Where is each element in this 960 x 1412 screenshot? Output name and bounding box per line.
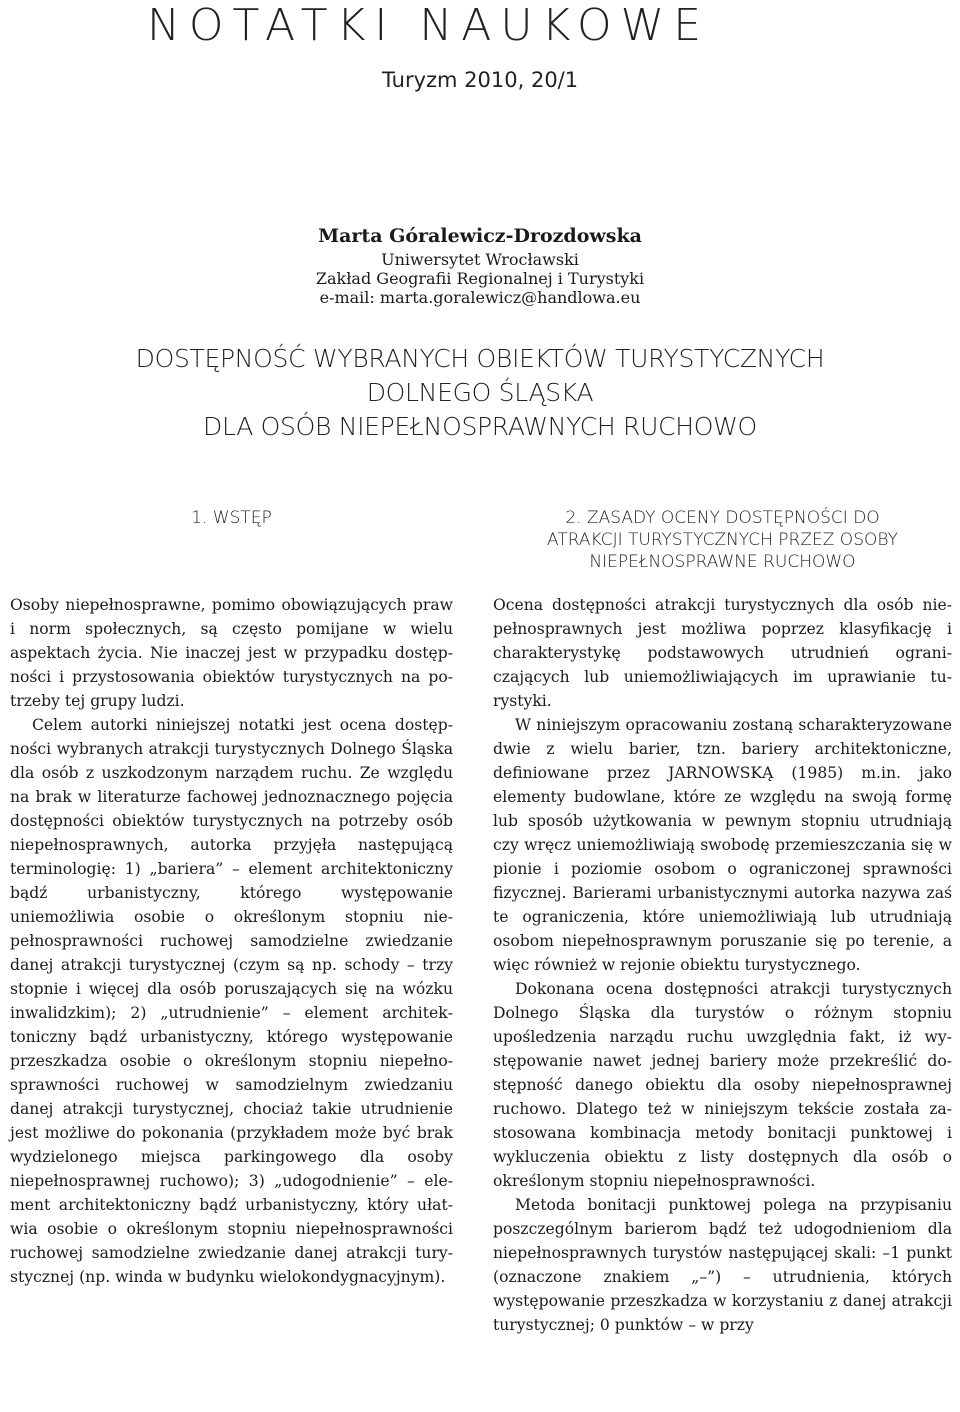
section-heading-line-1: 2. ZASADY OCENY DOSTĘPNOŚCI DO	[565, 508, 880, 528]
section-title: NOTATKI NAUKOWE	[147, 0, 710, 51]
section-heading-introduction: 1. WSTĘP	[191, 508, 272, 528]
left-column	[10, 507, 453, 1289]
body-paragraph: Celem autorki niniejszej notatki jest ocena dostępności wybranych atrakcji turystycznych Dolnego Śląska dla osób z uszkodzonym narządem ruchu. Ze względu na brak w literaturze fachowej jednoznacznego pojęcia dostępności obiektów turystycznych na potrzeby osób niepełnosprawnych, autorka przyjęła następującą terminologię: 1) „bariera” – element architektoniczny bądź urbanistyczny, którego występowanie uniemożliwia osobie o określonym stopniu niepełnosprawności ruchowej samodzielne zwiedzanie danej atrakcji turystycznej (czym są np. schody – trzy stopnie i więcej dla osób poruszających się na wózku inwalidzkim); 2) „utrudnienie” – element architektoniczny bądź urbanistyczny, którego występowanie przeszkadza osobie o określonym stopniu niepełnosprawności ruchowej w samodzielnym zwiedzaniu danej atrakcji turystycznej, chociaż takie utrudnienie jest możliwe do pokonania (przykładem może być brak wydzielonego miejsca parkingowego dla osoby niepełnosprawnej ruchowo); 3) „udogodnienie” – element architektoniczny bądź urbanistyczny, który ułatwia osobie o określonym stopniu niepełnosprawności ruchowej samodzielne zwiedzanie danej atrakcji turystycznej (np. winda w budynku wielokondygnacyjnym).	[10, 716, 453, 1286]
section-heading-line-3: NIEPEŁNOSPRAWNE RUCHOWO	[589, 552, 856, 572]
author-department: Zakład Geografii Regionalnej i Turystyki	[315, 269, 645, 288]
section-heading-methods	[493, 507, 952, 593]
article-title-line-1: DOSTĘPNOŚĆ WYBRANYCH OBIEKTÓW TURYSTYCZNYCH	[135, 344, 825, 373]
article-title	[0, 342, 960, 444]
author-name: Marta Góralewicz-Drozdowska	[318, 225, 642, 247]
body-paragraph: Metoda bonitacji punktowej polega na przypisaniu poszczególnym barierom bądź też udogodnieniom dla niepełnosprawnych turystów następującej skali: –1 punkt (oznaczone znakiem „–”) – utrudnienia, których występowanie przeszkadza w korzystaniu z danej atrakcji turystycznej; 0 punktów – w przy	[493, 1196, 952, 1334]
author-university: Uniwersytet Wrocławski	[381, 250, 579, 269]
section-heading-line-2: ATRAKCJI TURYSTYCZNYCH PRZEZ OSOBY	[547, 530, 898, 550]
body-paragraph: W niniejszym opracowaniu zostaną scharakteryzowane dwie z wielu barier, tzn. bariery architektoniczne, definiowane przez JARNOWSKĄ (1985) m.in. jako elementy budowlane, które ze względu na swoją formę lub sposób użytkowania w pewnym stopniu utrudniają czy wręcz uniemożliwiają swobodę przemieszczania się w pionie i poziomie osobom o ograniczonej sprawności fizycznej. Barierami urbanistycznymi autorka nazywa zaś te ograniczenia, które uniemożliwiają lub utrudniają osobom niepełnosprawnym poruszanie się po terenie, a więc również w rejonie obiektu turystycznego.	[493, 716, 952, 974]
right-column	[493, 507, 952, 1337]
body-paragraph: Osoby niepełnosprawne, pomimo obowiązujących praw i norm społecznych, są często pomijane w wielu aspektach życia. Nie inaczej jest w przypadku dostępności i przystosowania obiektów turystycznych na potrzeby tej grupy ludzi.	[10, 596, 453, 710]
article-title-line-2: DOLNEGO ŚLĄSKA	[366, 378, 594, 407]
author-email: e-mail: marta.goralewicz@handlowa.eu	[319, 288, 641, 307]
body-paragraph: Dokonana ocena dostępności atrakcji turystycznych Dolnego Śląska dla turystów o różnym stopniu upośledzenia narządu ruchu uwzględnia fakt, iż występowanie nawet jednej bariery może przekreślić dostępność danego obiektu dla osoby niepełnosprawnej ruchowo. Dlatego też w niniejszym tekście została zastosowana kombinacja metody bonitacji punktowej i wykluczenia obiektu z listy dostępnych dla osób o określonym stopniu niepełnosprawności.	[493, 980, 952, 1190]
article-title-line-3: DLA OSÓB NIEPEŁNOSPRAWNYCH RUCHOWO	[203, 412, 757, 441]
body-paragraph: Ocena dostępności atrakcji turystycznych dla osób niepełnosprawnych jest możliwa poprzez klasyfikację i charakterystykę podstawowych utrudnień ograniczających lub uniemożliwiających im uprawianie turystyki.	[493, 596, 952, 710]
author-block	[0, 222, 960, 307]
journal-reference: Turyzm 2010, 20/1	[382, 68, 579, 92]
